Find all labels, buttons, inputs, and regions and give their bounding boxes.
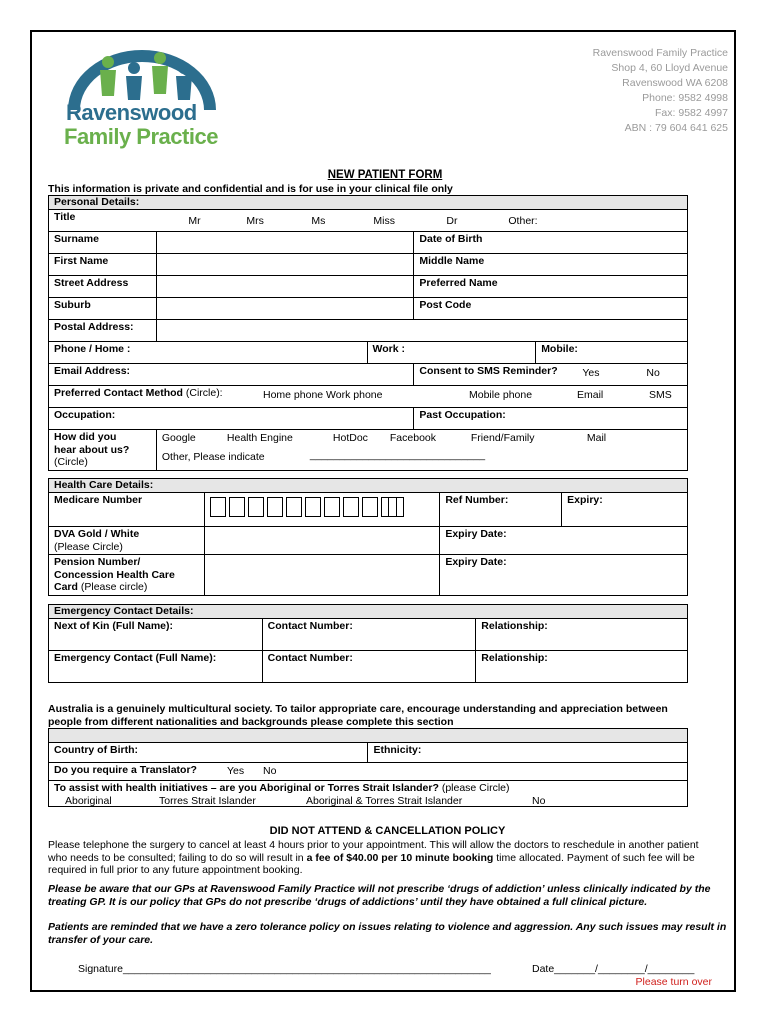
title-options-cell[interactable] — [156, 210, 687, 232]
hear-about-us-label — [49, 430, 157, 471]
first-name-label: First Name — [49, 254, 157, 276]
mobile-label: Mobile: — [541, 343, 578, 355]
preferred-contact-label: Preferred Contact Method — [54, 387, 183, 399]
contact-option-sms[interactable]: SMS — [649, 389, 672, 401]
contact-option-mobile[interactable]: Mobile phone — [469, 389, 533, 401]
emergency-contact-name-field[interactable] — [49, 651, 263, 683]
digit-box[interactable] — [267, 497, 283, 517]
postal-address-label: Postal Address: — [49, 320, 157, 342]
past-occupation-field[interactable] — [414, 408, 688, 430]
address-line: Ravenswood WA 6208 — [622, 77, 728, 89]
hear-option-hotdoc[interactable]: HotDoc — [332, 432, 368, 444]
pension-expiry-label: Expiry Date: — [445, 556, 507, 568]
dva-label-line: DVA Gold / White — [54, 528, 140, 540]
logo-text-family-practice: Family Practice — [64, 124, 218, 149]
next-of-kin-field[interactable] — [49, 619, 263, 651]
privacy-note: This information is private and confidential and is for use in your clinical file only — [48, 183, 453, 195]
title-option-miss[interactable]: Miss — [373, 215, 395, 227]
atsi-question: To assist with health initiatives – are you Aboriginal or Torres Strait Islander? — [54, 782, 439, 794]
prescribing-notice: Please be aware that our GPs at Ravenswood Family Practice will not prescribe ‘drugs of addiction’ unless clinically indicated by the treating GP. It is our policy that GPs do not prescribe ‘drugs of addictions’ until they have obtained a full clinical picture. — [48, 883, 711, 908]
emergency-contact-name-label: Emergency Contact (Full Name): — [54, 652, 217, 664]
digit-box[interactable] — [388, 497, 404, 517]
phone-home-label: Phone / Home : — [54, 343, 131, 355]
digit-box[interactable] — [362, 497, 378, 517]
contact-option-email[interactable]: Email — [577, 389, 604, 401]
hear-label-circle: (Circle) — [54, 456, 88, 468]
kin-relationship-field[interactable] — [476, 619, 688, 651]
multicultural-table — [48, 728, 688, 807]
address-line: ABN : 79 604 641 625 — [624, 122, 728, 134]
translator-yes[interactable]: Yes — [227, 765, 245, 777]
digit-box[interactable] — [305, 497, 321, 517]
emergency-contact-number-label: Contact Number: — [267, 652, 353, 664]
first-name-field[interactable] — [156, 254, 414, 276]
hear-option-mail[interactable]: Mail — [586, 432, 607, 444]
pension-label-circle: (Please circle) — [80, 581, 148, 593]
multicultural-header — [49, 729, 688, 743]
past-occupation-label: Past Occupation: — [419, 409, 506, 421]
work-phone-label: Work : — [372, 343, 405, 355]
preferred-contact-circle: (Circle): — [185, 387, 223, 399]
policy-fee: a fee of $40.00 per 10 minute booking — [306, 851, 494, 864]
address-line: Fax: 9582 4997 — [655, 107, 728, 119]
email-label: Email Address: — [54, 365, 131, 377]
hear-option-friend-family[interactable]: Friend/Family — [470, 432, 535, 444]
preferred-name-label[interactable]: Preferred Name — [414, 276, 688, 298]
medicare-issue-box[interactable] — [388, 497, 404, 517]
personal-details-table — [48, 195, 688, 471]
address-line: Phone: 9582 4998 — [642, 92, 728, 104]
dob-label[interactable]: Date of Birth — [414, 232, 688, 254]
hear-label-line: hear about us? — [54, 443, 130, 456]
dva-expiry-label: Expiry Date: — [445, 528, 507, 540]
work-phone-field[interactable] — [368, 342, 536, 364]
digit-box[interactable] — [324, 497, 340, 517]
country-of-birth-label: Country of Birth: — [54, 744, 138, 756]
policy-title: DID NOT ATTEND & CANCELLATION POLICY — [269, 825, 506, 837]
title-option-mrs[interactable]: Mrs — [246, 215, 264, 227]
please-turn-over: Please turn over — [635, 976, 712, 988]
post-code-label[interactable]: Post Code — [414, 298, 688, 320]
dva-label-circle: (Please Circle) — [54, 540, 123, 553]
atsi-cell — [49, 781, 688, 807]
policy-text — [48, 839, 708, 877]
digit-box[interactable] — [343, 497, 359, 517]
surname-label: Surname — [49, 232, 157, 254]
multicultural-text: Australia is a genuinely multicultural society. To tailor appropriate care, encourage understanding and appreciation between people from different nationalities and backgrounds please complete this section — [48, 703, 668, 728]
street-address-label: Street Address — [49, 276, 157, 298]
street-address-field[interactable] — [156, 276, 414, 298]
emergency-contact-number-field[interactable] — [262, 651, 476, 683]
hear-option-google[interactable]: Google — [161, 432, 196, 444]
atsi-circle: (please Circle) — [441, 782, 510, 794]
address-line: Shop 4, 60 Lloyd Avenue — [611, 62, 728, 74]
next-of-kin-label: Next of Kin (Full Name): — [54, 620, 174, 632]
atsi-option-both[interactable]: Aboriginal & Torres Strait Islander — [306, 795, 463, 807]
country-of-birth-field[interactable] — [49, 743, 368, 763]
practice-address — [593, 46, 728, 136]
title-option-ms[interactable]: Ms — [311, 215, 326, 227]
dva-label — [49, 527, 205, 555]
dva-number-field[interactable] — [204, 527, 440, 555]
pension-expiry-field[interactable] — [440, 555, 688, 596]
kin-relationship-label: Relationship: — [481, 620, 548, 632]
suburb-label: Suburb — [49, 298, 157, 320]
personal-details-header: Personal Details: — [49, 196, 688, 210]
logo-text-ravenswood: Ravenswood — [66, 100, 197, 125]
hear-label-line: How did you — [54, 431, 117, 443]
policy-text-part2: time allocated. Payment of such fee will be required in full prior to any future appointment booking. — [48, 851, 695, 876]
middle-name-label[interactable]: Middle Name — [414, 254, 688, 276]
ethnicity-field[interactable] — [368, 743, 688, 763]
emergency-relationship-field[interactable] — [476, 651, 688, 683]
ethnicity-label: Ethnicity: — [373, 744, 422, 756]
signature-line[interactable]: Signature_______________________________________________________________ — [78, 963, 491, 975]
suburb-field[interactable] — [156, 298, 414, 320]
digit-box[interactable] — [210, 497, 226, 517]
hear-option-other[interactable]: Other, Please indicate — [161, 451, 265, 463]
hear-option-health-engine[interactable]: Health Engine — [226, 432, 293, 444]
medicare-number-field[interactable] — [204, 493, 440, 527]
zero-tolerance-notice: Patients are reminded that we have a zero tolerance policy on issues relating to violence and aggression. Any such issues may result in transfer of your care. — [48, 921, 727, 946]
title-option-other[interactable]: Other: — [508, 215, 538, 227]
preferred-contact-cell — [49, 386, 688, 408]
emergency-contact-table — [48, 604, 688, 683]
digit-box[interactable] — [286, 497, 302, 517]
digit-box[interactable] — [248, 497, 264, 517]
atsi-option-aboriginal[interactable]: Aboriginal — [65, 795, 112, 807]
occupation-label: Occupation: — [54, 409, 116, 421]
surname-field[interactable] — [156, 232, 414, 254]
expiry-label: Expiry: — [567, 494, 603, 506]
mobile-field[interactable] — [536, 342, 688, 364]
ref-number-label: Ref Number: — [445, 494, 509, 506]
translator-no[interactable]: No — [263, 765, 277, 777]
title-label: Title — [49, 210, 157, 232]
form-title: NEW PATIENT FORM — [327, 169, 443, 181]
policy-text-part1: Please telephone the surgery to cancel at least 4 hours prior to your appointment. This will allow the doctors to reschedule in another patient who needs to be consulted; failing to do so will result in — [48, 839, 699, 864]
postal-address-field[interactable] — [156, 320, 687, 342]
medicare-digit-boxes[interactable] — [210, 497, 397, 517]
pension-label-line: Concession Health Care — [54, 568, 175, 581]
contact-option-home-work[interactable]: Home phone Work phone — [263, 389, 383, 401]
translator-label: Do you require a Translator? — [54, 764, 197, 776]
phone-home-field[interactable] — [49, 342, 368, 364]
digit-box[interactable] — [229, 497, 245, 517]
occupation-field[interactable] — [49, 408, 414, 430]
atsi-option-torres-strait[interactable]: Torres Strait Islander — [159, 795, 256, 807]
kin-contact-field[interactable] — [262, 619, 476, 651]
date-line[interactable]: Date_______/________/________ — [532, 963, 695, 975]
title-option-mr[interactable]: Mr — [188, 215, 201, 227]
translator-cell — [49, 763, 688, 781]
kin-contact-label: Contact Number: — [267, 620, 353, 632]
pension-label-card: Card — [54, 581, 78, 593]
hear-other-line[interactable]: ______________________________ — [309, 449, 486, 461]
atsi-option-no[interactable]: No — [532, 795, 546, 807]
emergency-contact-header: Emergency Contact Details: — [49, 605, 688, 619]
email-field[interactable] — [49, 364, 414, 386]
sms-consent-cell — [414, 364, 688, 386]
dva-expiry-field[interactable] — [440, 527, 688, 555]
pension-number-field[interactable] — [204, 555, 440, 596]
health-care-header: Health Care Details: — [49, 479, 688, 493]
pension-label — [49, 555, 205, 596]
hear-about-us-options — [156, 430, 687, 471]
sms-consent-no[interactable]: No — [646, 367, 660, 379]
medicare-label: Medicare Number — [49, 493, 205, 527]
ref-number-field[interactable] — [440, 493, 562, 527]
address-line: Ravenswood Family Practice — [592, 47, 728, 59]
expiry-field[interactable] — [562, 493, 688, 527]
pension-label-line: Pension Number/ — [54, 556, 141, 568]
title-option-dr[interactable]: Dr — [446, 215, 458, 227]
health-care-table — [48, 478, 688, 596]
hear-option-facebook[interactable]: Facebook — [389, 432, 437, 444]
sms-consent-yes[interactable]: Yes — [582, 367, 600, 379]
emergency-relationship-label: Relationship: — [481, 652, 548, 664]
sms-consent-label: Consent to SMS Reminder? — [419, 365, 558, 377]
